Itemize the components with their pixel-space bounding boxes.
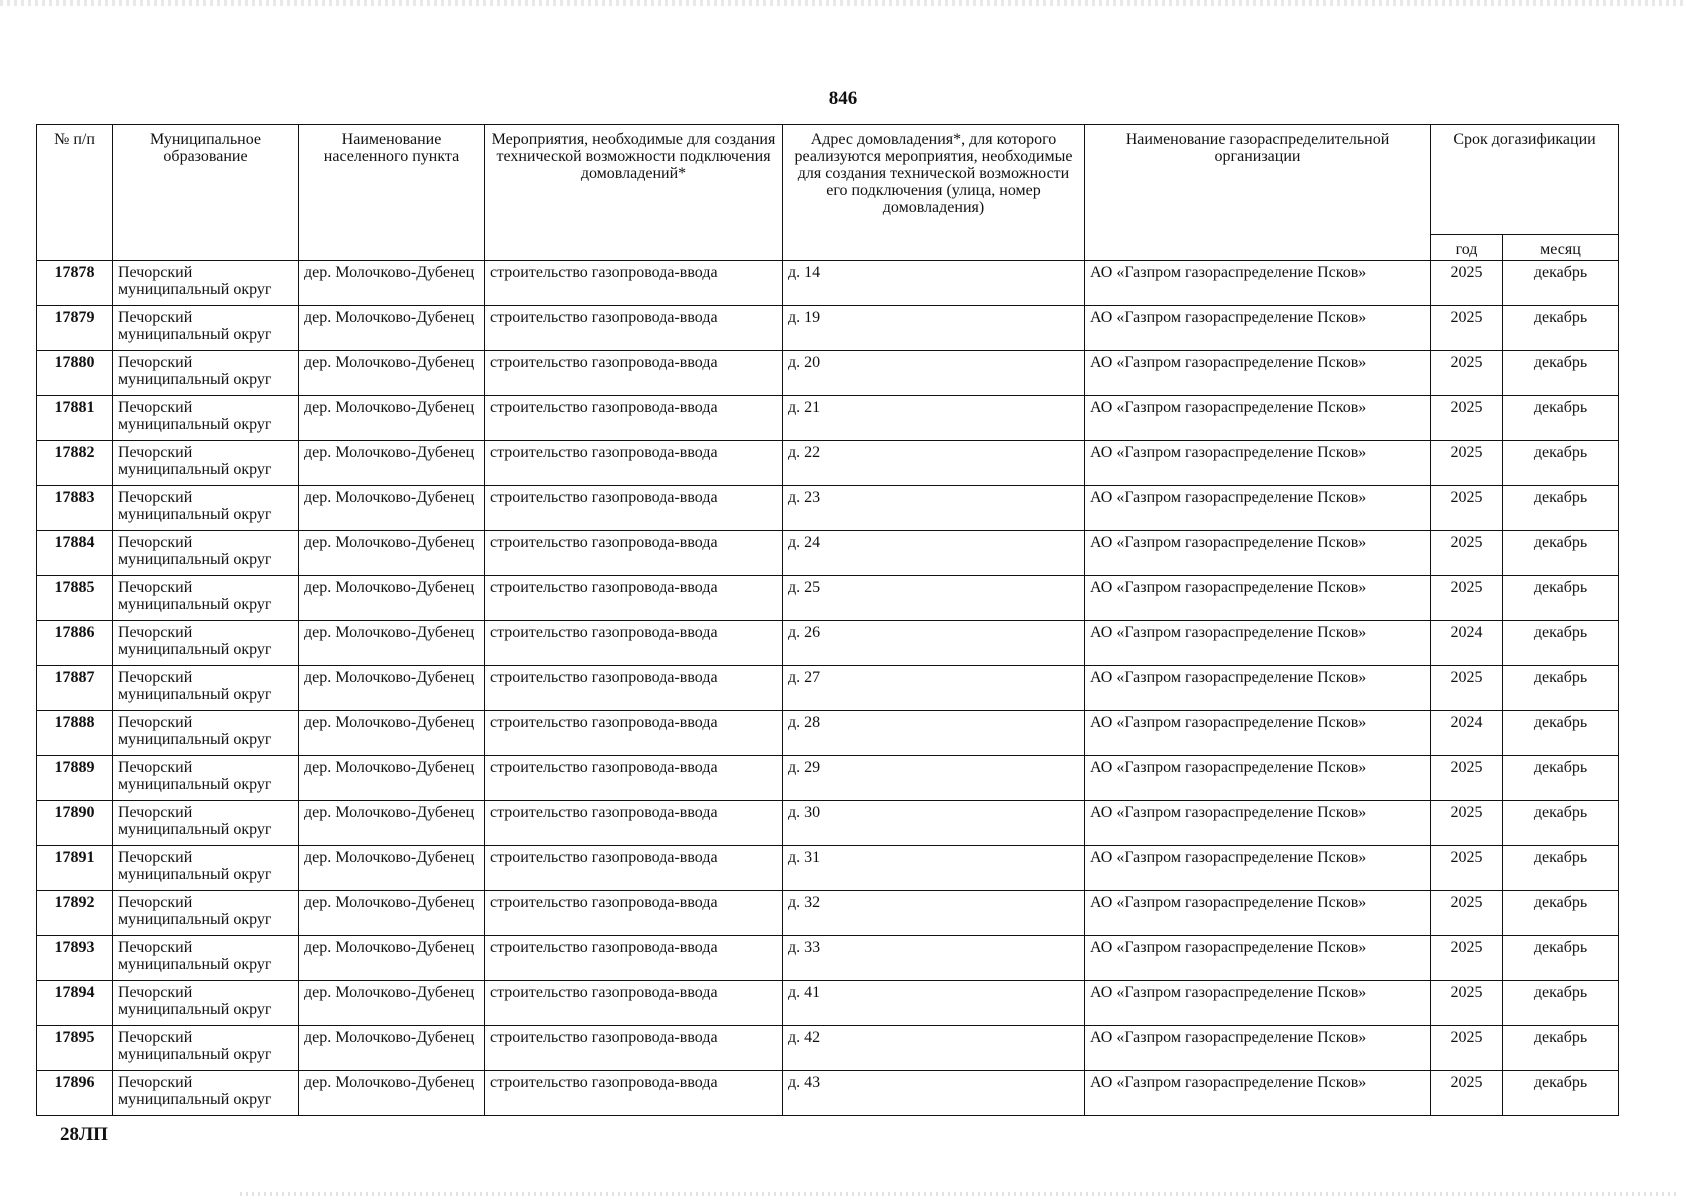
cell-year: 2025 (1431, 486, 1503, 531)
cell-activity: строительство газопровода-ввода (485, 576, 783, 621)
cell-settlement: дер. Молочково-Дубенец (299, 261, 485, 306)
cell-num: 17891 (37, 846, 113, 891)
cell-organization: АО «Газпром газораспределение Псков» (1085, 891, 1431, 936)
cell-activity: строительство газопровода-ввода (485, 1026, 783, 1071)
cell-year: 2025 (1431, 351, 1503, 396)
header-num: № п/п (37, 125, 113, 261)
cell-year: 2025 (1431, 756, 1503, 801)
cell-activity: строительство газопровода-ввода (485, 801, 783, 846)
cell-address: д. 43 (783, 1071, 1085, 1116)
cell-address: д. 31 (783, 846, 1085, 891)
cell-activity: строительство газопровода-ввода (485, 756, 783, 801)
cell-num: 17884 (37, 531, 113, 576)
cell-num: 17881 (37, 396, 113, 441)
cell-address: д. 20 (783, 351, 1085, 396)
cell-year: 2024 (1431, 621, 1503, 666)
cell-organization: АО «Газпром газораспределение Псков» (1085, 981, 1431, 1026)
cell-num: 17892 (37, 891, 113, 936)
cell-month: декабрь (1503, 441, 1619, 486)
cell-address: д. 28 (783, 711, 1085, 756)
header-year: год (1431, 235, 1503, 261)
cell-activity: строительство газопровода-ввода (485, 891, 783, 936)
cell-municipality: Печорский муниципальный округ (113, 846, 299, 891)
header-activity: Мероприятия, необходимые для создания технической возможности подключения домовладений* (485, 125, 783, 261)
cell-num: 17890 (37, 801, 113, 846)
cell-month: декабрь (1503, 531, 1619, 576)
cell-year: 2025 (1431, 441, 1503, 486)
scan-edge-bottom (240, 1192, 1680, 1196)
cell-municipality: Печорский муниципальный округ (113, 801, 299, 846)
cell-municipality: Печорский муниципальный округ (113, 441, 299, 486)
cell-settlement: дер. Молочково-Дубенец (299, 351, 485, 396)
cell-num: 17894 (37, 981, 113, 1026)
cell-address: д. 25 (783, 576, 1085, 621)
cell-activity: строительство газопровода-ввода (485, 711, 783, 756)
cell-year: 2024 (1431, 711, 1503, 756)
cell-num: 17883 (37, 486, 113, 531)
cell-settlement: дер. Молочково-Дубенец (299, 666, 485, 711)
cell-month: декабрь (1503, 1026, 1619, 1071)
cell-year: 2025 (1431, 891, 1503, 936)
cell-municipality: Печорский муниципальный округ (113, 306, 299, 351)
table-row (37, 576, 1619, 621)
cell-organization: АО «Газпром газораспределение Псков» (1085, 531, 1431, 576)
cell-organization: АО «Газпром газораспределение Псков» (1085, 1071, 1431, 1116)
cell-address: д. 21 (783, 396, 1085, 441)
cell-municipality: Печорский муниципальный округ (113, 1026, 299, 1071)
cell-num: 17878 (37, 261, 113, 306)
cell-month: декабрь (1503, 621, 1619, 666)
cell-settlement: дер. Молочково-Дубенец (299, 396, 485, 441)
table-row (37, 711, 1619, 756)
cell-municipality: Печорский муниципальный округ (113, 261, 299, 306)
cell-activity: строительство газопровода-ввода (485, 351, 783, 396)
cell-activity: строительство газопровода-ввода (485, 981, 783, 1026)
cell-month: декабрь (1503, 801, 1619, 846)
scan-edge-top (0, 0, 1686, 6)
cell-organization: АО «Газпром газораспределение Псков» (1085, 621, 1431, 666)
cell-organization: АО «Газпром газораспределение Псков» (1085, 711, 1431, 756)
cell-municipality: Печорский муниципальный округ (113, 1071, 299, 1116)
table-row (37, 531, 1619, 576)
cell-activity: строительство газопровода-ввода (485, 396, 783, 441)
cell-organization: АО «Газпром газораспределение Псков» (1085, 306, 1431, 351)
cell-year: 2025 (1431, 936, 1503, 981)
cell-num: 17888 (37, 711, 113, 756)
cell-settlement: дер. Молочково-Дубенец (299, 801, 485, 846)
cell-organization: АО «Газпром газораспределение Псков» (1085, 846, 1431, 891)
table-row (37, 441, 1619, 486)
footer-code: 28ЛП (60, 1124, 108, 1145)
cell-num: 17879 (37, 306, 113, 351)
table-row (37, 306, 1619, 351)
cell-organization: АО «Газпром газораспределение Псков» (1085, 1026, 1431, 1071)
cell-year: 2025 (1431, 1026, 1503, 1071)
cell-settlement: дер. Молочково-Дубенец (299, 891, 485, 936)
table-row (37, 621, 1619, 666)
cell-settlement: дер. Молочково-Дубенец (299, 711, 485, 756)
cell-num: 17896 (37, 1071, 113, 1116)
cell-address: д. 41 (783, 981, 1085, 1026)
table-row (37, 846, 1619, 891)
cell-organization: АО «Газпром газораспределение Псков» (1085, 486, 1431, 531)
cell-year: 2025 (1431, 846, 1503, 891)
table-body (37, 261, 1619, 1116)
cell-year: 2025 (1431, 801, 1503, 846)
cell-month: декабрь (1503, 846, 1619, 891)
cell-organization: АО «Газпром газораспределение Псков» (1085, 756, 1431, 801)
cell-settlement: дер. Молочково-Дубенец (299, 936, 485, 981)
cell-address: д. 24 (783, 531, 1085, 576)
cell-num: 17893 (37, 936, 113, 981)
cell-address: д. 33 (783, 936, 1085, 981)
cell-year: 2025 (1431, 261, 1503, 306)
table-row (37, 936, 1619, 981)
cell-organization: АО «Газпром газораспределение Псков» (1085, 351, 1431, 396)
cell-settlement: дер. Молочково-Дубенец (299, 486, 485, 531)
cell-municipality: Печорский муниципальный округ (113, 576, 299, 621)
table-row (37, 486, 1619, 531)
cell-organization: АО «Газпром газораспределение Псков» (1085, 261, 1431, 306)
gasification-table (36, 124, 1619, 1116)
cell-municipality: Печорский муниципальный округ (113, 396, 299, 441)
header-month: месяц (1503, 235, 1619, 261)
cell-municipality: Печорский муниципальный округ (113, 936, 299, 981)
table-row (37, 261, 1619, 306)
header-deadline: Срок догазификации (1431, 125, 1619, 235)
cell-settlement: дер. Молочково-Дубенец (299, 1071, 485, 1116)
cell-settlement: дер. Молочково-Дубенец (299, 846, 485, 891)
cell-municipality: Печорский муниципальный округ (113, 756, 299, 801)
cell-settlement: дер. Молочково-Дубенец (299, 756, 485, 801)
cell-address: д. 30 (783, 801, 1085, 846)
header-address: Адрес домовладения*, для которого реализуются мероприятия, необходимые для создания технической возможности его подключения (улица, номер домовладения) (783, 125, 1085, 261)
cell-address: д. 26 (783, 621, 1085, 666)
header-settlement: Наименование населенного пункта (299, 125, 485, 261)
cell-month: декабрь (1503, 891, 1619, 936)
table-row (37, 891, 1619, 936)
cell-month: декабрь (1503, 981, 1619, 1026)
cell-activity: строительство газопровода-ввода (485, 846, 783, 891)
cell-activity: строительство газопровода-ввода (485, 621, 783, 666)
cell-activity: строительство газопровода-ввода (485, 1071, 783, 1116)
cell-month: декабрь (1503, 666, 1619, 711)
cell-year: 2025 (1431, 666, 1503, 711)
cell-organization: АО «Газпром газораспределение Псков» (1085, 801, 1431, 846)
cell-year: 2025 (1431, 531, 1503, 576)
cell-month: декабрь (1503, 306, 1619, 351)
cell-municipality: Печорский муниципальный округ (113, 531, 299, 576)
cell-municipality: Печорский муниципальный округ (113, 486, 299, 531)
cell-month: декабрь (1503, 936, 1619, 981)
cell-address: д. 29 (783, 756, 1085, 801)
cell-address: д. 32 (783, 891, 1085, 936)
cell-address: д. 42 (783, 1026, 1085, 1071)
cell-activity: строительство газопровода-ввода (485, 666, 783, 711)
cell-activity: строительство газопровода-ввода (485, 531, 783, 576)
cell-month: декабрь (1503, 261, 1619, 306)
header-organization: Наименование газораспределительной организации (1085, 125, 1431, 261)
cell-address: д. 19 (783, 306, 1085, 351)
cell-settlement: дер. Молочково-Дубенец (299, 531, 485, 576)
cell-municipality: Печорский муниципальный округ (113, 666, 299, 711)
cell-address: д. 27 (783, 666, 1085, 711)
cell-num: 17882 (37, 441, 113, 486)
table-row (37, 351, 1619, 396)
cell-year: 2025 (1431, 396, 1503, 441)
cell-address: д. 23 (783, 486, 1085, 531)
cell-settlement: дер. Молочково-Дубенец (299, 981, 485, 1026)
table-row (37, 756, 1619, 801)
cell-num: 17880 (37, 351, 113, 396)
cell-organization: АО «Газпром газораспределение Псков» (1085, 576, 1431, 621)
cell-organization: АО «Газпром газораспределение Псков» (1085, 666, 1431, 711)
cell-month: декабрь (1503, 576, 1619, 621)
cell-organization: АО «Газпром газораспределение Псков» (1085, 396, 1431, 441)
table-row (37, 666, 1619, 711)
cell-month: декабрь (1503, 756, 1619, 801)
cell-activity: строительство газопровода-ввода (485, 261, 783, 306)
page-number: 846 (828, 88, 858, 109)
table-header (37, 125, 1619, 261)
cell-month: декабрь (1503, 351, 1619, 396)
cell-activity: строительство газопровода-ввода (485, 306, 783, 351)
cell-settlement: дер. Молочково-Дубенец (299, 1026, 485, 1071)
cell-municipality: Печорский муниципальный округ (113, 891, 299, 936)
cell-year: 2025 (1431, 981, 1503, 1026)
table-row (37, 801, 1619, 846)
cell-activity: строительство газопровода-ввода (485, 441, 783, 486)
cell-settlement: дер. Молочково-Дубенец (299, 621, 485, 666)
table-row (37, 981, 1619, 1026)
cell-settlement: дер. Молочково-Дубенец (299, 306, 485, 351)
cell-num: 17895 (37, 1026, 113, 1071)
cell-month: декабрь (1503, 486, 1619, 531)
table-row (37, 396, 1619, 441)
cell-num: 17886 (37, 621, 113, 666)
cell-year: 2025 (1431, 1071, 1503, 1116)
table-row (37, 1071, 1619, 1116)
cell-organization: АО «Газпром газораспределение Псков» (1085, 936, 1431, 981)
cell-municipality: Печорский муниципальный округ (113, 351, 299, 396)
cell-month: декабрь (1503, 711, 1619, 756)
cell-month: декабрь (1503, 396, 1619, 441)
cell-settlement: дер. Молочково-Дубенец (299, 441, 485, 486)
cell-municipality: Печорский муниципальный округ (113, 621, 299, 666)
cell-num: 17889 (37, 756, 113, 801)
table-row (37, 1026, 1619, 1071)
cell-address: д. 14 (783, 261, 1085, 306)
cell-address: д. 22 (783, 441, 1085, 486)
cell-month: декабрь (1503, 1071, 1619, 1116)
cell-activity: строительство газопровода-ввода (485, 936, 783, 981)
cell-municipality: Печорский муниципальный округ (113, 981, 299, 1026)
cell-num: 17887 (37, 666, 113, 711)
header-municipality: Муниципальное образование (113, 125, 299, 261)
cell-num: 17885 (37, 576, 113, 621)
cell-activity: строительство газопровода-ввода (485, 486, 783, 531)
cell-year: 2025 (1431, 576, 1503, 621)
cell-municipality: Печорский муниципальный округ (113, 711, 299, 756)
cell-year: 2025 (1431, 306, 1503, 351)
cell-settlement: дер. Молочково-Дубенец (299, 576, 485, 621)
cell-organization: АО «Газпром газораспределение Псков» (1085, 441, 1431, 486)
